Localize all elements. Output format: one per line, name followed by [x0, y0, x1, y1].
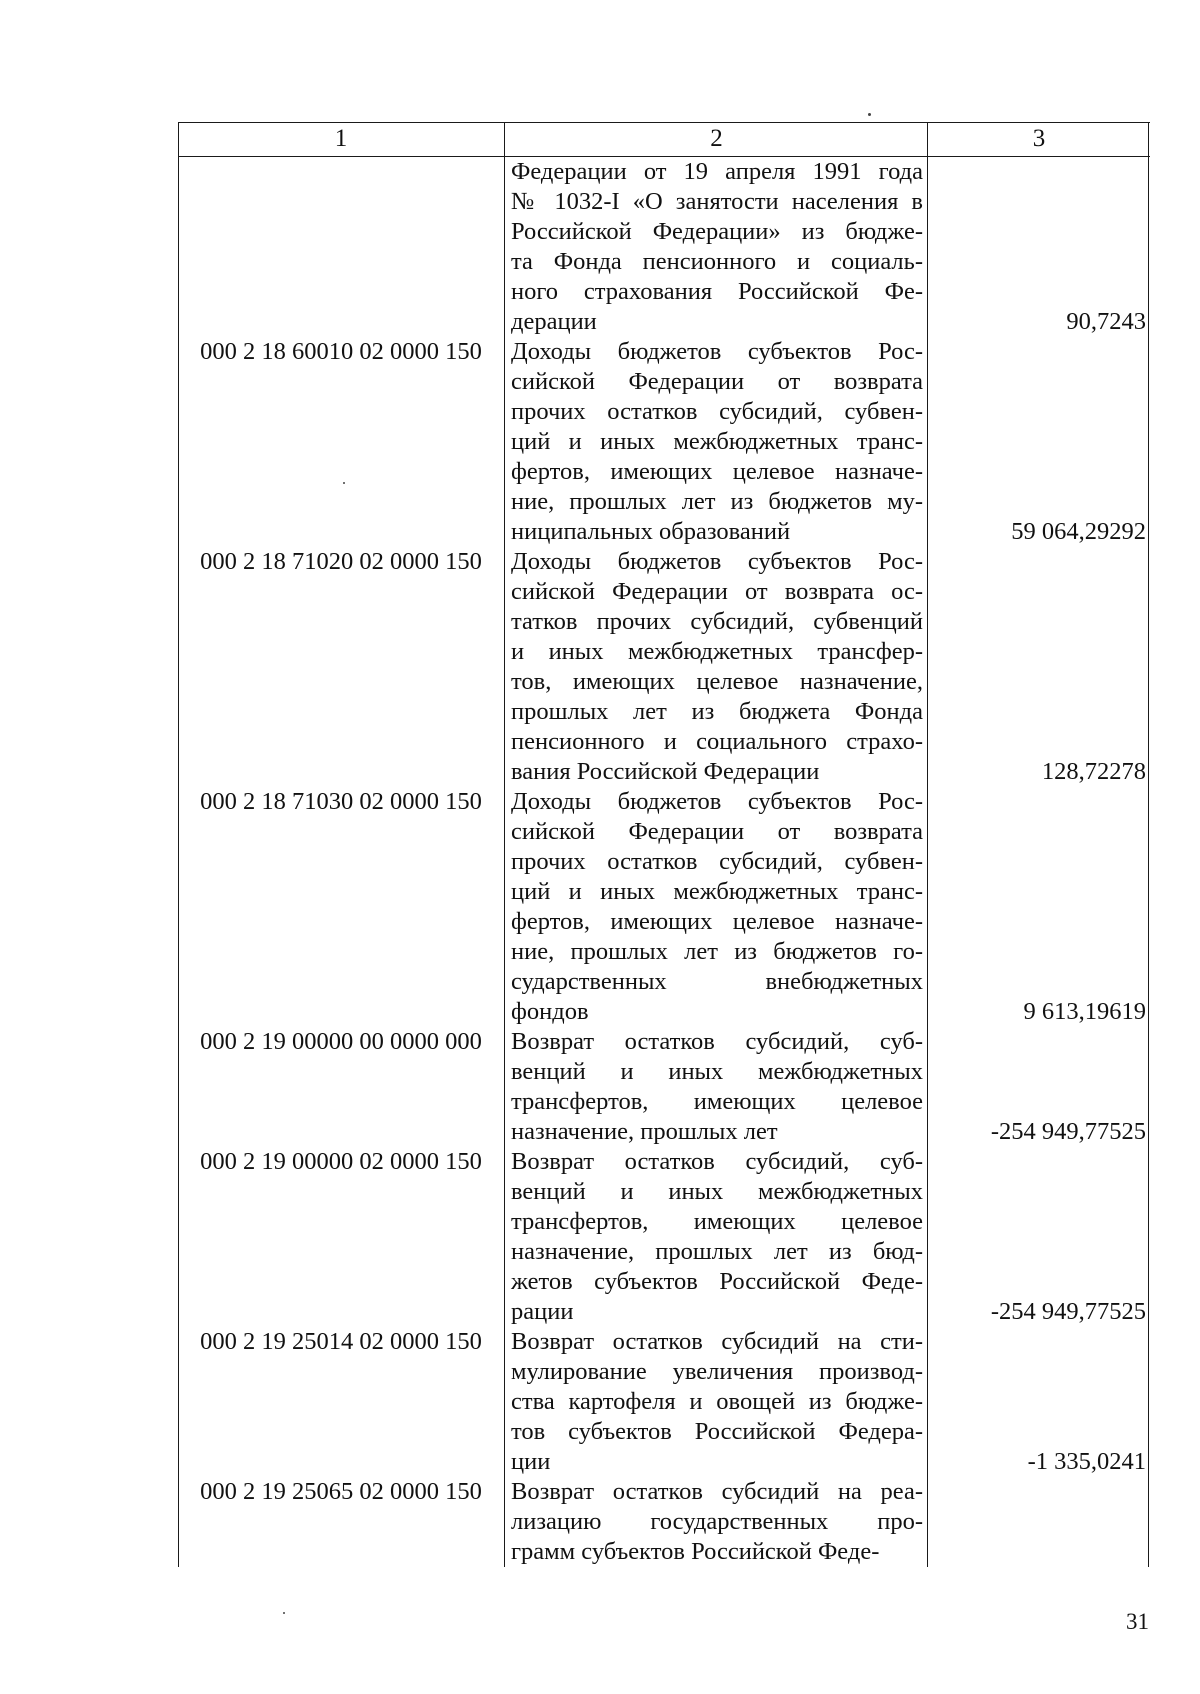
description-line: фертов, имеющих целевое назначе- — [511, 908, 923, 935]
description-line: пенсионного и социального страхо- — [511, 728, 923, 755]
scan-speck — [283, 1612, 285, 1614]
row-description — [511, 157, 923, 337]
description-line: ного страхования Российской Фе- — [511, 278, 923, 305]
description-line: ций и иных межбюджетных транс- — [511, 428, 923, 455]
description-line: назначение, прошлых лет из бюд- — [511, 1238, 923, 1265]
row-description — [511, 1327, 923, 1477]
description-line: венций и иных межбюджетных — [511, 1178, 923, 1205]
scan-speck — [343, 482, 345, 484]
description-line: тов, имеющих целевое назначение, — [511, 668, 923, 695]
description-line: Доходы бюджетов субъектов Рос- — [511, 338, 923, 365]
description-line: Российской Федерации» из бюдже- — [511, 218, 923, 245]
description-line: вания Российской Федерации — [511, 758, 820, 785]
description-line: прошлых лет из бюджета Фонда — [511, 698, 923, 725]
description-line: сийской Федерации от возврата — [511, 368, 923, 395]
table-row — [178, 547, 1150, 787]
description-line: Доходы бюджетов субъектов Рос- — [511, 548, 923, 575]
row-description — [511, 547, 923, 787]
row-description — [511, 787, 923, 1027]
description-line: татков прочих субсидий, субвенций — [511, 608, 923, 635]
header-col-3: 3 — [1032, 125, 1046, 152]
description-line: назначение, прошлых лет — [511, 1118, 778, 1145]
table-row — [178, 1027, 1150, 1147]
description-line: сийской Федерации от возврата ос- — [511, 578, 923, 605]
header-col-1: 1 — [334, 125, 348, 152]
description-line: прочих остатков субсидий, субвен- — [511, 848, 923, 875]
description-line: дерации — [511, 308, 597, 335]
row-code: 000 2 19 25014 02 0000 150 — [200, 1328, 482, 1355]
table-row — [178, 337, 1150, 547]
description-line: трансфертов, имеющих целевое — [511, 1208, 923, 1235]
table-row — [178, 1477, 1150, 1567]
row-amount: 128,72278 — [1041, 758, 1146, 785]
description-line: Федерации от 19 апреля 1991 года — [511, 158, 923, 185]
description-line: ства картофеля и овощей из бюдже- — [511, 1388, 923, 1415]
description-line: тов субъектов Российской Федера- — [511, 1418, 923, 1445]
description-line: Возврат остатков субсидий на сти- — [511, 1328, 923, 1355]
row-code: 000 2 18 71020 02 0000 150 — [200, 548, 482, 575]
description-line: жетов субъектов Российской Феде- — [511, 1268, 923, 1295]
description-line: сударственных внебюджетных — [511, 968, 923, 995]
description-line: та Фонда пенсионного и социаль- — [511, 248, 923, 275]
description-line: Возврат остатков субсидий, суб- — [511, 1028, 923, 1055]
description-line: Возврат остатков субсидий на реа- — [511, 1478, 923, 1505]
header-col-2: 2 — [710, 125, 723, 152]
row-amount: 90,7243 — [1066, 308, 1146, 335]
row-amount: -254 949,77525 — [990, 1118, 1146, 1145]
table-row — [178, 1147, 1150, 1327]
description-line: и иных межбюджетных трансфер- — [511, 638, 923, 665]
description-line: № 1032-I «О занятости населения в — [511, 188, 923, 215]
description-line: Доходы бюджетов субъектов Рос- — [511, 788, 923, 815]
row-amount: 9 613,19619 — [1023, 998, 1146, 1025]
description-line: ние, прошлых лет из бюджетов му- — [511, 488, 923, 515]
row-code: 000 2 19 00000 02 0000 150 — [200, 1148, 482, 1175]
scan-speck — [868, 113, 871, 116]
row-description — [511, 337, 923, 547]
row-code: 000 2 18 71030 02 0000 150 — [200, 788, 482, 815]
row-code: 000 2 19 00000 00 0000 000 — [200, 1028, 482, 1055]
description-line: ций и иных межбюджетных транс- — [511, 878, 923, 905]
row-code: 000 2 18 60010 02 0000 150 — [200, 338, 482, 365]
row-description — [511, 1147, 923, 1327]
description-line: грамм субъектов Российской Феде- — [511, 1538, 880, 1565]
description-line: лизацию государственных про- — [511, 1508, 923, 1535]
description-line: трансфертов, имеющих целевое — [511, 1088, 923, 1115]
description-line: мулирование увеличения производ- — [511, 1358, 923, 1385]
description-line: ние, прошлых лет из бюджетов го- — [511, 938, 923, 965]
row-description — [511, 1477, 923, 1567]
table-row — [178, 1327, 1150, 1477]
row-description — [511, 1027, 923, 1147]
row-amount: -1 335,0241 — [1027, 1448, 1146, 1475]
table-row — [178, 157, 1150, 337]
description-line: венций и иных межбюджетных — [511, 1058, 923, 1085]
description-line: ции — [511, 1448, 551, 1475]
description-line: фондов — [511, 998, 589, 1025]
row-amount: 59 064,29292 — [1011, 518, 1146, 545]
description-line: фертов, имеющих целевое назначе- — [511, 458, 923, 485]
description-line: сийской Федерации от возврата — [511, 818, 923, 845]
row-amount: -254 949,77525 — [990, 1298, 1146, 1325]
table-row — [178, 787, 1150, 1027]
description-line: рации — [511, 1298, 574, 1325]
description-line: Возврат остатков субсидий, суб- — [511, 1148, 923, 1175]
description-line: прочих остатков субсидий, субвен- — [511, 398, 923, 425]
description-line: ниципальных образований — [511, 518, 791, 545]
row-code: 000 2 19 25065 02 0000 150 — [200, 1478, 482, 1505]
page-number: 31 — [1126, 1609, 1149, 1634]
